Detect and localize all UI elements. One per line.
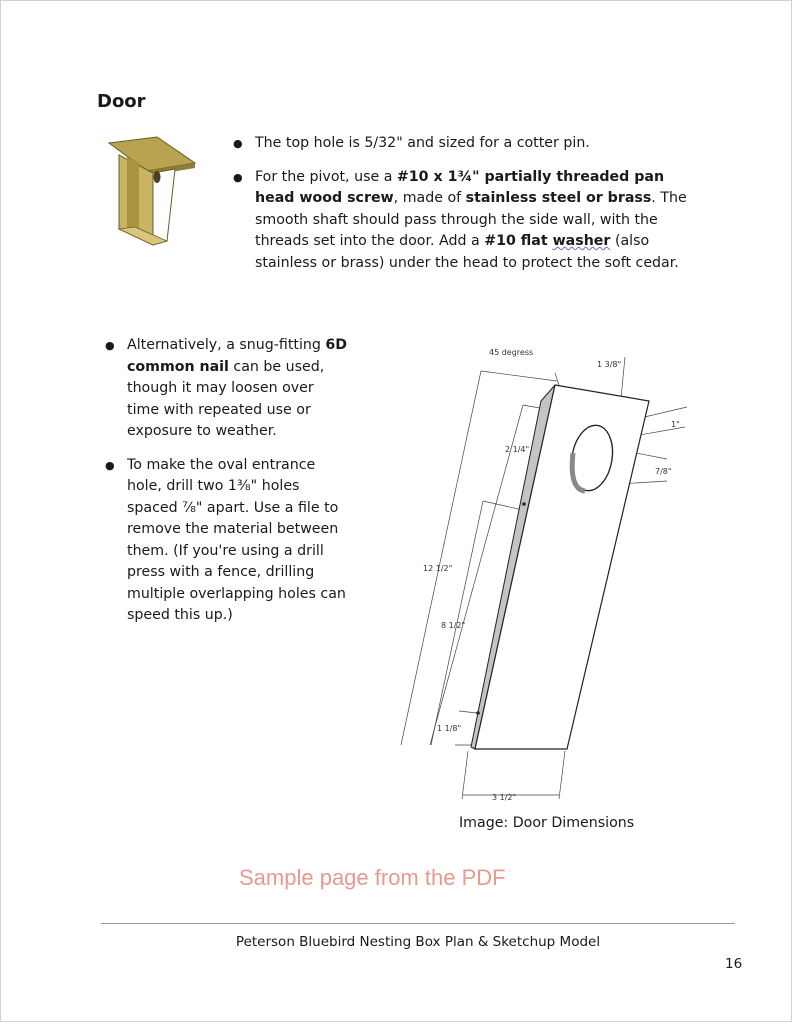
- page-number: 16: [725, 956, 743, 972]
- birdhouse-thumbnail: [105, 133, 197, 249]
- top-bullet-list: [255, 133, 695, 286]
- text-run: can be used, though it may loosen over time with repeated use or exposure to weather.: [127, 358, 325, 439]
- label-hole-width: 1 3/8": [597, 360, 622, 369]
- text-run: Alternatively, a snug-fitting: [127, 337, 326, 353]
- image-caption: Image: Door Dimensions: [459, 815, 635, 831]
- text-run: The top hole is 5/32" and sized for a cotter pin.: [255, 135, 590, 151]
- text-run: (also stainless or brass) under the head to protect the soft cedar.: [255, 233, 679, 271]
- bold-text: washer: [552, 233, 611, 249]
- page-footer: Peterson Bluebird Nesting Box Plan & Sketchup Model: [235, 934, 601, 950]
- section-heading: Door: [97, 91, 146, 112]
- bold-text: 6D common nail: [127, 337, 348, 375]
- list-item: [255, 133, 695, 155]
- door-dimension-diagram: [397, 341, 697, 811]
- bold-text: stainless steel or brass: [465, 190, 652, 206]
- label-width: 3 1/2": [492, 793, 517, 802]
- footer-divider: [101, 923, 735, 924]
- sample-watermark: Sample page from the PDF: [239, 865, 506, 890]
- label-height: 12 1/2": [423, 564, 453, 573]
- list-item: [127, 335, 349, 443]
- label-pivot: 8 1/2": [441, 621, 466, 630]
- label-hole-gap: 1": [671, 420, 680, 429]
- left-bullet-list: [127, 335, 349, 639]
- bold-text: #10 x 1¾" partially threaded pan head wood screw: [255, 168, 665, 206]
- bold-text: #10 flat: [484, 233, 553, 249]
- text-run: , made of: [393, 190, 466, 206]
- text-run: For the pivot, use a: [255, 168, 397, 185]
- text-run: To make the oval entrance hole, drill two 1⅜" holes spaced ⅞" apart. Use a file to remove the material between them. (If you're using a drill press with a fence, drilling multiple overlapping holes can speed this up.): [127, 456, 346, 623]
- label-hole-spacing: 7/8": [655, 467, 672, 476]
- text-run: . The smooth shaft should pass through the side wall, with the threads set into the door. Add a: [255, 190, 687, 249]
- label-bottom-hole: 1 1/8": [437, 724, 462, 733]
- label-angle: 45 degress: [489, 348, 534, 357]
- list-item: [127, 455, 349, 627]
- list-item: [255, 167, 695, 275]
- label-hole-top: 2 1/4": [505, 445, 530, 454]
